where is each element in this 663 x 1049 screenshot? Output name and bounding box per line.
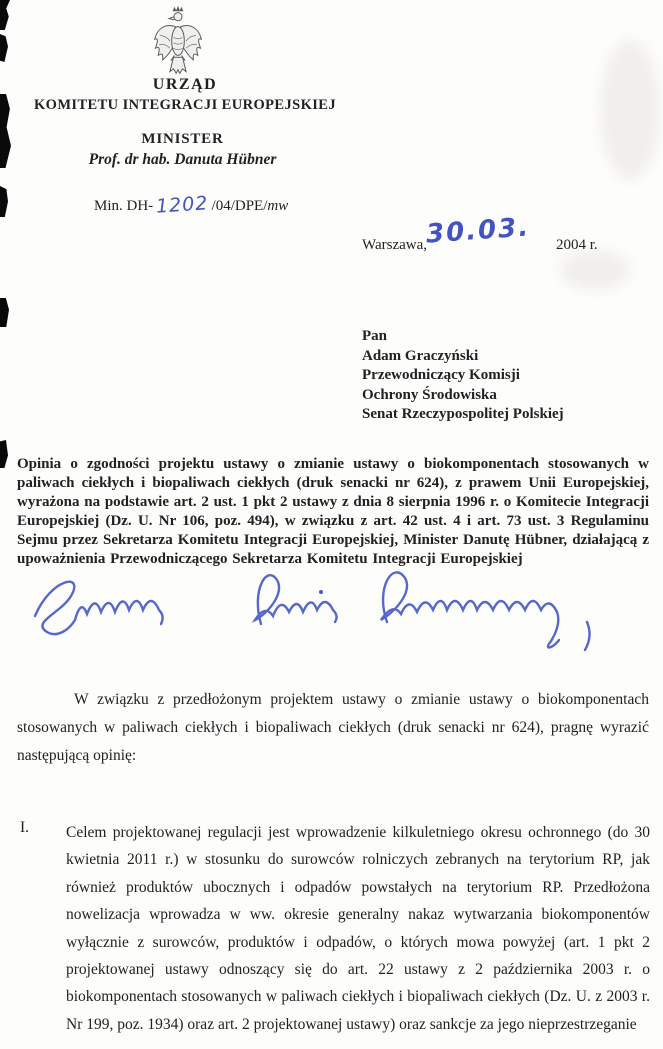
scan-artifact [0, 34, 8, 62]
letterhead-office [2, 76, 368, 114]
recipient-line: Senat Rzeczypospolitej Polskiej [362, 406, 564, 423]
minister-title: MINISTER [141, 131, 224, 147]
reference-number-line [94, 192, 289, 218]
minister-name: Prof. dr hab. Danuta Hübner [88, 151, 277, 168]
recipient-line: Ochrony Środowiska [362, 386, 497, 403]
recipient-line: Przewodniczący Komisji [362, 367, 520, 384]
recipient-block [362, 327, 564, 425]
scan-artifact [0, 0, 10, 30]
office-name-line2: KOMITETU INTEGRACJI EUROPEJSKIEJ [33, 97, 337, 113]
opinion-item-1 [17, 819, 650, 1038]
recipient-line: Pan [362, 328, 388, 344]
scan-smudge [600, 40, 660, 180]
scan-artifact [0, 186, 8, 217]
item-text: Celem projektowanej regulacji jest wprowadzenie kilkuletniego okresu ochronnego (do 30 kwietnia 2011 r.) w stosunku do surowców rolniczych zebranych na terytorium RP, jak również produktów ubocznych i odpadów powstałych na terytorium RP. Przedłożona nowelizacja wprowadza w ww. okresie generalny nakaz wytwarzania biokomponentów wyłącznie z surowców, produktów i odpadów, o których mowa powyżej (art. 1 pkt 2 projektowanej ustawy odnoszący się do art. 22 ustawy z 2 października 2003 r. o biokomponentach stosowanych w paliwach ciekłych i biopaliwach ciekłych (Dz. U. z 2003 r. Nr 199, poz. 1934) oraz art. 2 projektowanej ustawy) oraz sankcje za jego nieprzestrzeganie [66, 824, 650, 1033]
dateline-year: 2004 r. [556, 237, 598, 253]
polish-eagle-crest-icon [150, 5, 206, 77]
handwritten-greeting [15, 552, 620, 670]
letterhead-minister [30, 131, 335, 169]
handwritten-date: 30.03. [425, 212, 532, 250]
ref-prefix: Min. DH- [94, 198, 154, 214]
scan-artifact [0, 298, 9, 327]
subject-paragraph: Opinia o zgodności projektu ustawy o zmianie ustawy o biokomponentach stosowanych w paliwach ciekłych i biopaliwach ciekłych (druk senacki nr 624), z prawem Unii Europejskiej, wyrażona na podstawie art. 2 ust. 1 pkt 2 ustawy z dnia 8 sierpnia 1996 r. o Komitecie Integracji Europejskiej (Dz. U. Nr 106, poz. 494), w związku z art. 42 ust. 4 i art. 73 ust. 3 Regulaminu Sejmu przez Sekretarza Komitetu Integracji Europejskiej, Minister Danutę Hübner, działającą z upoważnienia Przewodniczącego Sekretarza Komitetu Integracji Europejskiej [17, 456, 650, 567]
ref-initials: mw [267, 198, 289, 214]
dateline-city: Warszawa, [362, 237, 428, 253]
ref-suffix: /04/DPE/ [211, 198, 268, 214]
scan-artifact [0, 440, 8, 468]
office-name-line1: URZĄD [152, 76, 218, 93]
scan-smudge [560, 250, 630, 290]
intro-paragraph: W związku z przedłożonym projektem ustawy o zmianie ustawy o biokomponentach stosowanych w paliwach ciekłych i biopaliwach ciekłych (druk senacki nr 624), pragnę wyrazić następującą opinię: [17, 691, 649, 764]
recipient-line: Adam Graczyński [362, 347, 479, 364]
item-numeral: I. [20, 819, 30, 836]
handwritten-ref-number: 1202 [155, 192, 210, 218]
